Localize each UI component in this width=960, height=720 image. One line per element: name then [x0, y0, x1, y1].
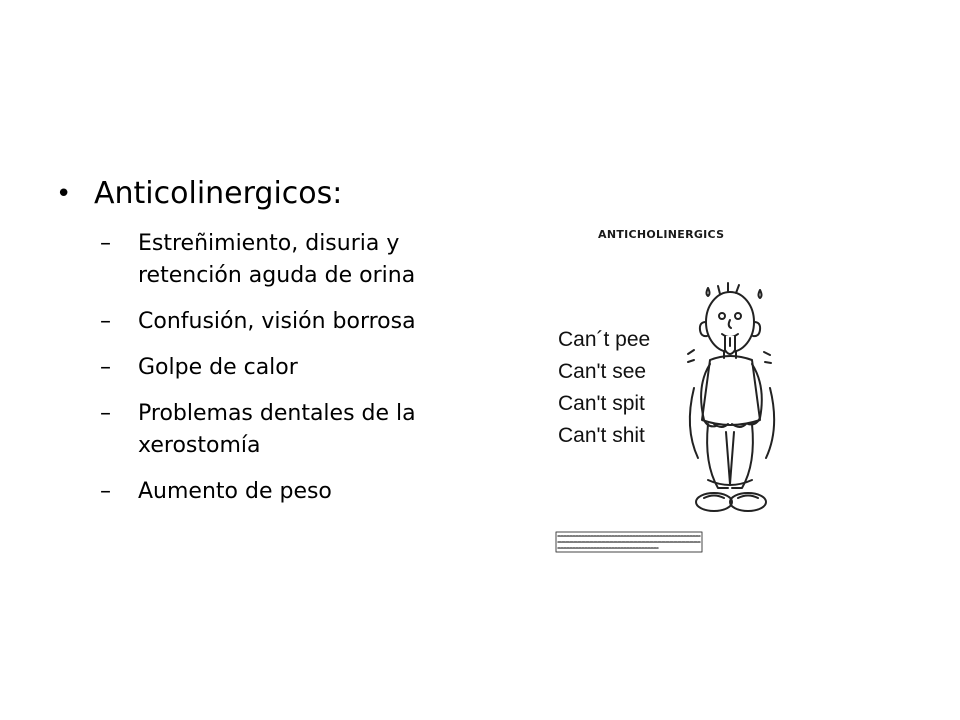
list-item-text: Confusión, visión borrosa	[138, 309, 416, 334]
illustration-title: ANTICHOLINERGICS	[598, 228, 725, 241]
dash-symbol: –	[100, 479, 111, 504]
caption-line: Can´t pee	[558, 328, 651, 351]
list-item	[100, 476, 480, 508]
dash-symbol: –	[100, 309, 111, 334]
dash-symbol: –	[100, 401, 111, 426]
dash-symbol: –	[100, 231, 111, 256]
bullet-symbol: •	[56, 179, 72, 209]
list-item	[100, 398, 480, 462]
anticholinergics-illustration	[548, 218, 778, 558]
list-item	[100, 228, 480, 292]
caption-line: Can't shit	[558, 424, 645, 447]
list-item	[100, 306, 480, 338]
list-item-text: Problemas dentales de la xerostomía	[138, 401, 416, 458]
list-item-text: Golpe de calor	[138, 355, 298, 380]
sub-bullet-list	[100, 228, 480, 522]
main-bullet-text: Anticolinergicos:	[94, 176, 343, 211]
list-item-text: Aumento de peso	[138, 479, 332, 504]
dash-symbol: –	[100, 355, 111, 380]
list-item	[100, 352, 480, 384]
list-item-text: Estreñimiento, disuria y retención aguda de orina	[138, 231, 416, 288]
illustration-captions	[558, 324, 650, 452]
caption-line: Can't spit	[558, 392, 645, 415]
caption-line: Can't see	[558, 360, 647, 383]
